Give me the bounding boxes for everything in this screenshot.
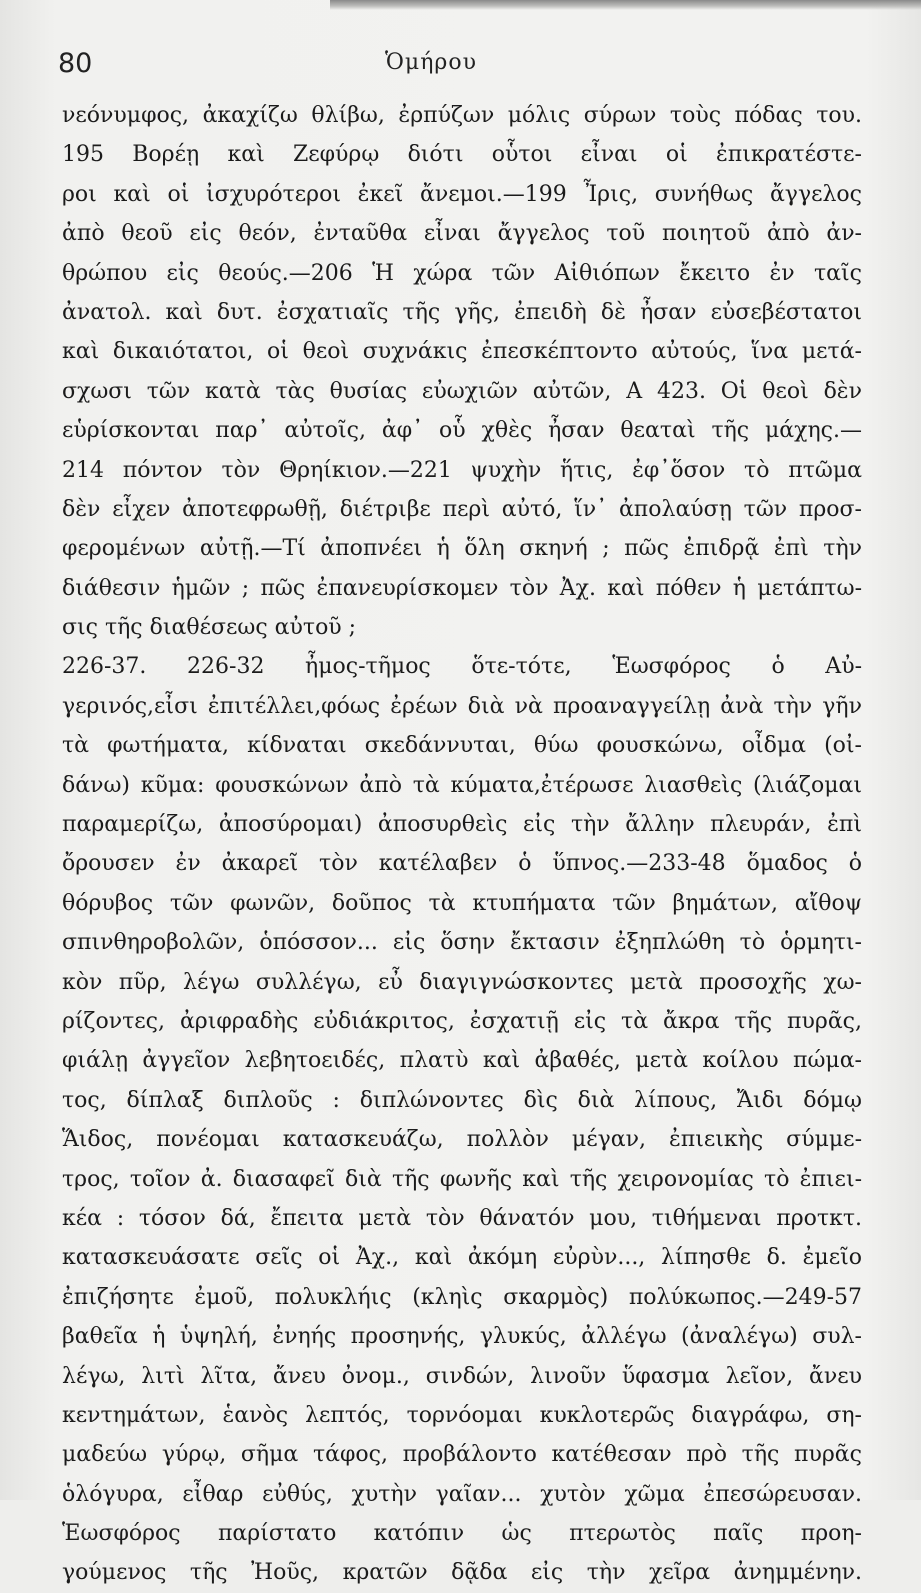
text-line: κεντημάτων, ἑανὸς λεπτός, τορνόομαι κυκλοτερῶς διαγράφω, ση- <box>62 1402 862 1428</box>
text-line: τρος, τοῖον ἀ. διασαφεῖ διὰ τῆς φωνῆς καὶ τῆς χειρονομίας τὸ ἐπιει- <box>62 1166 862 1192</box>
running-title: Ὁμήρου <box>385 50 477 75</box>
text-line: ἀνατολ. καὶ δυτ. ἐσχατιαῖς τῆς γῆς, ἐπειδὴ δὲ ἦσαν εὐσεβέστατοι <box>62 299 862 325</box>
text-line: σχωσι τῶν κατὰ τὰς θυσίας εὐωχιῶν αὐτῶν, Α 423. Οἱ θεοὶ δὲν <box>62 378 862 404</box>
text-line: τὰ φωτήματα, κίδναται σκεδάννυται, θύω φουσκώνω, οἶδμα (οἰ- <box>62 733 862 759</box>
page-header <box>0 44 921 84</box>
text-line: σις τῆς διαθέσεως αὐτοῦ ; <box>62 615 357 641</box>
text-line: θόρυβος τῶν φωνῶν, δοῦπος τὰ κτυπήματα τῶν βημάτων, αἴθοψ <box>62 890 862 916</box>
text-line: κέα : τόσον δά, ἔπειτα μετὰ τὸν θάνατόν μου, τιθήμεναι προτκτ. <box>62 1205 862 1231</box>
commentary-text <box>62 96 862 1593</box>
text-line: γερινός,εἶσι ἐπιτέλλει,φόως ἐρέων διὰ νὰ προαναγγείλῃ ἀνὰ τὴν γῆν <box>62 693 862 719</box>
text-line: ὁλόγυρα, εἶθαρ εὐθύς, χυτὴν γαῖαν... χυτὸν χῶμα ἐπεσώρευσαν. <box>62 1481 862 1507</box>
text-line: διάθεσιν ἡμῶν ; πῶς ἐπανευρίσκομεν τὸν Ἀχ. καὶ πόθεν ἡ μετάπτω- <box>62 575 862 601</box>
text-line: 226-37. 226-32 ἦμος-τῆμος ὅτε-τότε, Ἑωσφόρος ὁ Αὐ- <box>62 654 862 680</box>
text-line: ρίζοντες, ἀριφραδὴς εὐδιάκριτος, ἐσχατιῇ εἰς τὰ ἄκρα τῆς πυρᾶς, <box>62 1008 862 1034</box>
text-line: εὑρίσκονται παρ᾽ αὐτοῖς, ἀφ᾽ οὗ χθὲς ἦσαν θεαταὶ τῆς μάχης.— <box>62 418 862 444</box>
text-line: ὄρουσεν ἐν ἀκαρεῖ τὸν κατέλαβεν ὁ ὕπνος.—233-48 ὅμαδος ὁ <box>62 851 862 877</box>
page-number: 80 <box>58 48 93 79</box>
text-line: δάνω) κῦμα: φουσκώνων ἀπὸ τὰ κύματα,ἐτέρωσε λιασθεὶς (λιάζομαι <box>62 772 862 798</box>
text-line: 214 πόντον τὸν Θρηίκιον.—221 ψυχὴν ἥτις, ἐφ᾽ὅσον τὸ πτῶμα <box>62 457 862 483</box>
text-line: λέγω, λιτὶ λῖτα, ἄνευ ὀνομ., σινδών, λινοῦν ὕφασμα λεῖον, ἄνευ <box>62 1363 862 1389</box>
page-edge-shadow <box>330 0 921 10</box>
text-line: κατασκευάσατε σεῖς οἱ Ἀχ., καὶ ἀκόμη εὐρὺν..., λίπησθε δ. ἐμεῖο <box>62 1245 862 1271</box>
text-line: ροι καὶ οἱ ἰσχυρότεροι ἐκεῖ ἄνεμοι.—199 Ἶρις, συνήθως ἄγγελος <box>62 181 862 207</box>
text-line: μαδεύω γύρῳ, σῆμα τάφος, προβάλοντο κατέθεσαν πρὸ τῆς πυρᾶς <box>62 1442 862 1468</box>
text-line: νεόνυμφος, ἀκαχίζω θλίβω, ἐρπύζων μόλις σύρων τοὺς πόδας του. <box>62 103 862 128</box>
text-line: 195 Βορέῃ καὶ Ζεφύρῳ διότι οὗτοι εἶναι οἱ ἐπικρατέστε- <box>62 142 862 168</box>
text-line: Ἅιδος, πονέομαι κατασκευάζω, πολλὸν μέγαν, ἐπιεικὴς σύμμε- <box>62 1127 862 1153</box>
text-line: παραμερίζω, ἀποσύρομαι) ἀποσυρθεὶς εἰς τὴν ἄλλην πλευράν, ἐπὶ <box>62 812 862 838</box>
text-line: κὸν πῦρ, λέγω συλλέγω, εὖ διαγιγνώσκοντες μετὰ προσοχῆς χω- <box>62 969 862 995</box>
text-line: θρώπου εἰς θεούς.—206 Ἡ χώρα τῶν Αἰθιόπων ἔκειτο ἐν ταῖς <box>62 260 862 286</box>
text-line: φιάλῃ ἀγγεῖον λεβητοειδές, πλατὺ καὶ ἀβαθές, μετὰ κοίλου πώμα- <box>62 1048 862 1074</box>
text-line: Ἑωσφόρος παρίστατο κατόπιν ὡς πτερωτὸς παῖς προη- <box>62 1521 862 1547</box>
text-line: ἀπὸ θεοῦ εἰς θεόν, ἐνταῦθα εἶναι ἄγγελος τοῦ ποιητοῦ ἀπὸ ἀν- <box>62 221 862 247</box>
text-line: τος, δίπλαξ διπλοῦς : διπλώνοντες δὶς διὰ λίπους, Ἄιδι δόμῳ <box>62 1087 862 1113</box>
text-line: σπινθηροβολῶν, ὁπόσσον... εἰς ὅσην ἔκτασιν ἐξηπλώθη τὸ ὁρμητι- <box>62 930 862 956</box>
text-line: καὶ δικαιότατοι, οἱ θεοὶ συχνάκις ἐπεσκέπτοντο αὐτούς, ἵνα μετά- <box>62 339 862 365</box>
text-line: φερομένων αὐτῇ.—Τί ἀποπνέει ἡ ὅλη σκηνή ; πῶς ἐπιδρᾷ ἐπὶ τὴν <box>62 536 862 562</box>
text-line: βαθεῖα ἡ ὑψηλή, ἐνηής προσηνής, γλυκύς, ἀλλέγω (ἀναλέγω) συλ- <box>62 1324 862 1350</box>
text-line: γούμενος τῆς Ἠοῦς, κρατῶν δᾷδα εἰς τὴν χεῖρα ἀνημμένην. <box>62 1560 862 1586</box>
text-line: δὲν εἶχεν ἀποτεφρωθῇ, διέτριβε περὶ αὐτό, ἵν᾽ ἀπολαύσῃ τῶν προσ- <box>62 496 862 522</box>
text-line: ἐπιζήσητε ἐμοῦ, πολυκλήις (κληὶς σκαρμὸς) πολύκωπος.—249-57 <box>62 1284 862 1310</box>
